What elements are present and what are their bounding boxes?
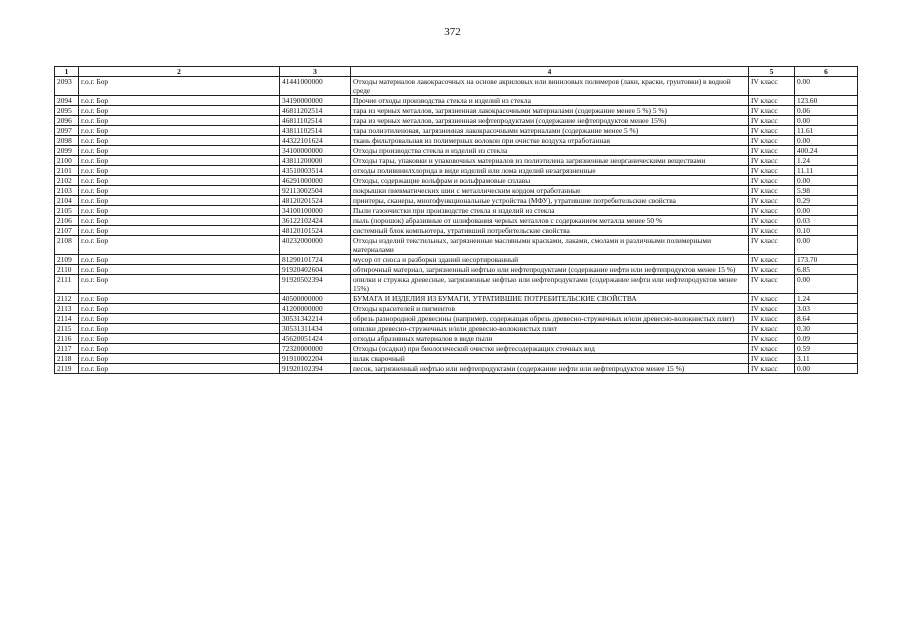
cell-amount: 0.30 — [795, 324, 858, 334]
table-row — [55, 334, 858, 344]
cell-waste-code: 30531311434 — [280, 324, 351, 334]
cell-municipality: г.о.г. Бор — [79, 255, 280, 265]
cell-row-number: 2102 — [55, 176, 79, 186]
cell-waste-description: ткань фильтровальная из полимерных волокон при очистке воздуха отработанная — [351, 136, 749, 146]
cell-waste-code: 91910002204 — [280, 354, 351, 364]
cell-row-number: 2106 — [55, 216, 79, 226]
cell-hazard-class: IV класс — [749, 354, 795, 364]
cell-municipality: г.о.г. Бор — [79, 116, 280, 126]
column-header-3: 3 — [280, 67, 351, 77]
cell-municipality: г.о.г. Бор — [79, 314, 280, 324]
cell-hazard-class: IV класс — [749, 166, 795, 176]
cell-waste-description: тара из черных металлов, загрязненная нефтепродуктами (содержание нефтепродуктов менее 15%) — [351, 116, 749, 126]
cell-row-number: 2112 — [55, 294, 79, 304]
cell-waste-description: Отходы производства стекла и изделий из стекла — [351, 146, 749, 156]
table-row — [55, 206, 858, 216]
cell-row-number: 2095 — [55, 106, 79, 116]
cell-hazard-class: IV класс — [749, 344, 795, 354]
cell-waste-description: отходы поливинилхлорида в виде изделий или лома изделий незагрязненные — [351, 166, 749, 176]
cell-waste-code: 48120101524 — [280, 226, 351, 236]
cell-hazard-class: IV класс — [749, 206, 795, 216]
cell-waste-description: обтирочный материал, загрязненный нефтью или нефтепродуктами (содержание нефти или нефтепродуктов менее 15 %) — [351, 265, 749, 275]
cell-waste-code: 46291000000 — [280, 176, 351, 186]
cell-hazard-class: IV класс — [749, 136, 795, 146]
cell-municipality: г.о.г. Бор — [79, 364, 280, 374]
cell-municipality: г.о.г. Бор — [79, 77, 280, 96]
cell-row-number: 2114 — [55, 314, 79, 324]
cell-amount: 11.61 — [795, 126, 858, 136]
cell-waste-description: Отходы, содержащие вольфрам и вольфрамовые сплавы — [351, 176, 749, 186]
cell-waste-description: принтеры, сканеры, многофункциональные устройства (МФУ), утратившие потребительские свойства — [351, 196, 749, 206]
cell-row-number: 2113 — [55, 304, 79, 314]
cell-municipality: г.о.г. Бор — [79, 294, 280, 304]
column-header-2: 2 — [79, 67, 280, 77]
table-row — [55, 106, 858, 116]
table-row — [55, 77, 858, 96]
cell-amount: 400.24 — [795, 146, 858, 156]
cell-waste-description: Отходы тары, упаковки и упаковочных материалов из полиэтилена загрязненные неорганическими веществами — [351, 156, 749, 166]
cell-row-number: 2100 — [55, 156, 79, 166]
table-row — [55, 186, 858, 196]
cell-waste-code: 46811102514 — [280, 116, 351, 126]
cell-waste-description: тара полиэтиленовая, загрязненная лакокрасочными материалами (содержание менее 5 %) — [351, 126, 749, 136]
cell-municipality: г.о.г. Бор — [79, 176, 280, 186]
cell-hazard-class: IV класс — [749, 216, 795, 226]
cell-waste-description: Отходы (осадки) при биологической очистке нефтесодержащих сточных вод — [351, 344, 749, 354]
cell-row-number: 2094 — [55, 96, 79, 106]
cell-municipality: г.о.г. Бор — [79, 226, 280, 236]
table-row — [55, 354, 858, 364]
cell-amount: 11.11 — [795, 166, 858, 176]
column-header-6: 6 — [795, 67, 858, 77]
table-row — [55, 364, 858, 374]
cell-amount: 0.09 — [795, 334, 858, 344]
cell-waste-description: Отходы материалов лакокрасочных на основе акриловых или виниловых полимеров (лаки, краски, грунтовки) в водной среде — [351, 77, 749, 96]
cell-amount: 0.00 — [795, 364, 858, 374]
cell-municipality: г.о.г. Бор — [79, 96, 280, 106]
cell-municipality: г.о.г. Бор — [79, 216, 280, 226]
cell-waste-description: пыль (порошок) абразивные от шлифования черных металлов с содержанием металла менее 50 % — [351, 216, 749, 226]
cell-hazard-class: IV класс — [749, 294, 795, 304]
cell-municipality: г.о.г. Бор — [79, 196, 280, 206]
table-row — [55, 116, 858, 126]
cell-amount: 123.60 — [795, 96, 858, 106]
table-row — [55, 96, 858, 106]
cell-waste-description: покрышки пневматических шин с металлическим кордом отработанные — [351, 186, 749, 196]
cell-waste-code: 91920102394 — [280, 364, 351, 374]
cell-row-number: 2110 — [55, 265, 79, 275]
cell-hazard-class: IV класс — [749, 96, 795, 106]
table-row — [55, 146, 858, 156]
cell-amount: 0.00 — [795, 176, 858, 186]
cell-hazard-class: IV класс — [749, 265, 795, 275]
cell-waste-code: 41441000000 — [280, 77, 351, 96]
cell-waste-code: 34190000000 — [280, 96, 351, 106]
cell-hazard-class: IV класс — [749, 226, 795, 236]
cell-row-number: 2096 — [55, 116, 79, 126]
cell-row-number: 2118 — [55, 354, 79, 364]
cell-waste-description: опилки древесно-стружечных и/или древесно-волокнистых плит — [351, 324, 749, 334]
cell-amount: 1.24 — [795, 294, 858, 304]
cell-hazard-class: IV класс — [749, 156, 795, 166]
cell-row-number: 2093 — [55, 77, 79, 96]
cell-waste-description: мусор от сноса и разборки зданий несортированный — [351, 255, 749, 265]
cell-municipality: г.о.г. Бор — [79, 186, 280, 196]
cell-row-number: 2109 — [55, 255, 79, 265]
table-row — [55, 275, 858, 294]
cell-amount: 0.06 — [795, 106, 858, 116]
cell-waste-description: опилки и стружка древесные, загрязненные нефтью или нефтепродуктами (содержание нефти или нефтепродуктов менее 15%) — [351, 275, 749, 294]
cell-municipality: г.о.г. Бор — [79, 126, 280, 136]
cell-hazard-class: IV класс — [749, 314, 795, 324]
cell-municipality: г.о.г. Бор — [79, 304, 280, 314]
table-row — [55, 236, 858, 255]
table-row — [55, 176, 858, 186]
cell-row-number: 2119 — [55, 364, 79, 374]
cell-municipality: г.о.г. Бор — [79, 136, 280, 146]
cell-hazard-class: IV класс — [749, 126, 795, 136]
cell-hazard-class: IV класс — [749, 255, 795, 265]
column-header-4: 4 — [351, 67, 749, 77]
cell-hazard-class: IV класс — [749, 77, 795, 96]
cell-waste-description: Отходы изделий текстильных, загрязненные масляными красками, лаками, смолами и различными полимерными материалами — [351, 236, 749, 255]
cell-amount: 0.00 — [795, 206, 858, 216]
waste-register-table — [54, 66, 858, 374]
cell-row-number: 2116 — [55, 334, 79, 344]
table-row — [55, 255, 858, 265]
table-row — [55, 166, 858, 176]
cell-row-number: 2111 — [55, 275, 79, 294]
cell-waste-description: отходы абразивных материалов в виде пыли — [351, 334, 749, 344]
cell-hazard-class: IV класс — [749, 116, 795, 126]
cell-municipality: г.о.г. Бор — [79, 156, 280, 166]
cell-municipality: г.о.г. Бор — [79, 324, 280, 334]
cell-waste-code: 81290101724 — [280, 255, 351, 265]
cell-hazard-class: IV класс — [749, 176, 795, 186]
cell-municipality: г.о.г. Бор — [79, 265, 280, 275]
cell-row-number: 2105 — [55, 206, 79, 216]
cell-waste-description: Отходы красителей и пигментов — [351, 304, 749, 314]
cell-amount: 0.29 — [795, 196, 858, 206]
cell-row-number: 2099 — [55, 146, 79, 156]
cell-waste-description: Пыли газоочистки при производстве стекла и изделий из стекла — [351, 206, 749, 216]
cell-waste-code: 92113002504 — [280, 186, 351, 196]
cell-waste-code: 91920502394 — [280, 275, 351, 294]
cell-row-number: 2101 — [55, 166, 79, 176]
cell-waste-code: 40232000000 — [280, 236, 351, 255]
cell-waste-code: 91920402604 — [280, 265, 351, 275]
cell-municipality: г.о.г. Бор — [79, 334, 280, 344]
cell-waste-code: 72320000000 — [280, 344, 351, 354]
column-header-1: 1 — [55, 67, 79, 77]
cell-amount: 0.00 — [795, 275, 858, 294]
cell-waste-description: тара из черных металлов, загрязненная лакокрасочными материалами (содержание менее 5 %) 5 %) — [351, 106, 749, 116]
cell-waste-description: обрезь разнородной древесины (например, содержащая обрезь древесно-стружечных и/или древесно-волокнистых плит) — [351, 314, 749, 324]
cell-hazard-class: IV класс — [749, 106, 795, 116]
table-row — [55, 304, 858, 314]
cell-amount: 0.00 — [795, 236, 858, 255]
cell-waste-description: системный блок компьютера, утративший потребительские свойства — [351, 226, 749, 236]
cell-waste-description: Прочие отходы производства стекла и изделий из стекла — [351, 96, 749, 106]
cell-waste-code: 41200000000 — [280, 304, 351, 314]
cell-amount: 5.98 — [795, 186, 858, 196]
cell-amount: 3.11 — [795, 354, 858, 364]
cell-hazard-class: IV класс — [749, 186, 795, 196]
table-row — [55, 196, 858, 206]
cell-waste-code: 45620051424 — [280, 334, 351, 344]
cell-amount: 0.03 — [795, 216, 858, 226]
cell-hazard-class: IV класс — [749, 324, 795, 334]
cell-municipality: г.о.г. Бор — [79, 354, 280, 364]
cell-waste-code: 44322101624 — [280, 136, 351, 146]
cell-waste-code: 43811200000 — [280, 156, 351, 166]
page-number: 372 — [444, 26, 461, 38]
cell-amount: 8.64 — [795, 314, 858, 324]
cell-waste-code: 48120201524 — [280, 196, 351, 206]
table-row — [55, 136, 858, 146]
cell-waste-code: 43510003514 — [280, 166, 351, 176]
cell-hazard-class: IV класс — [749, 364, 795, 374]
cell-waste-code: 34100000000 — [280, 146, 351, 156]
cell-hazard-class: IV класс — [749, 304, 795, 314]
cell-waste-code: 36122102424 — [280, 216, 351, 226]
cell-row-number: 2107 — [55, 226, 79, 236]
cell-waste-code: 30531342214 — [280, 314, 351, 324]
cell-hazard-class: IV класс — [749, 275, 795, 294]
cell-row-number: 2115 — [55, 324, 79, 334]
cell-row-number: 2117 — [55, 344, 79, 354]
cell-municipality: г.о.г. Бор — [79, 236, 280, 255]
cell-amount: 0.00 — [795, 77, 858, 96]
cell-waste-code: 46811202514 — [280, 106, 351, 116]
table-row — [55, 265, 858, 275]
cell-hazard-class: IV класс — [749, 334, 795, 344]
cell-row-number: 2098 — [55, 136, 79, 146]
cell-amount: 173.70 — [795, 255, 858, 265]
cell-amount: 0.00 — [795, 136, 858, 146]
column-header-5: 5 — [749, 67, 795, 77]
table-row — [55, 156, 858, 166]
table-row — [55, 126, 858, 136]
table-row — [55, 344, 858, 354]
cell-waste-code: 40500000000 — [280, 294, 351, 304]
table-row — [55, 216, 858, 226]
cell-hazard-class: IV класс — [749, 236, 795, 255]
table-row — [55, 314, 858, 324]
cell-municipality: г.о.г. Бор — [79, 344, 280, 354]
cell-amount: 1.24 — [795, 156, 858, 166]
header-row — [55, 67, 858, 77]
cell-hazard-class: IV класс — [749, 146, 795, 156]
cell-waste-code: 43811102514 — [280, 126, 351, 136]
cell-amount: 6.85 — [795, 265, 858, 275]
cell-row-number: 2103 — [55, 186, 79, 196]
table-row — [55, 226, 858, 236]
cell-amount: 0.10 — [795, 226, 858, 236]
cell-row-number: 2108 — [55, 236, 79, 255]
cell-municipality: г.о.г. Бор — [79, 106, 280, 116]
cell-amount: 0.00 — [795, 116, 858, 126]
table-row — [55, 324, 858, 334]
cell-municipality: г.о.г. Бор — [79, 275, 280, 294]
cell-municipality: г.о.г. Бор — [79, 166, 280, 176]
cell-waste-description: БУМАГА И ИЗДЕЛИЯ ИЗ БУМАГИ, УТРАТИВШИЕ ПОТРЕБИТЕЛЬСКИЕ СВОЙСТВА — [351, 294, 749, 304]
cell-municipality: г.о.г. Бор — [79, 146, 280, 156]
cell-row-number: 2097 — [55, 126, 79, 136]
cell-row-number: 2104 — [55, 196, 79, 206]
cell-amount: 3.03 — [795, 304, 858, 314]
cell-waste-description: шлак сварочный — [351, 354, 749, 364]
cell-waste-code: 34100100000 — [280, 206, 351, 216]
table-row — [55, 294, 858, 304]
cell-amount: 0.59 — [795, 344, 858, 354]
cell-waste-description: песок, загрязненный нефтью или нефтепродуктами (содержание нефти или нефтепродуктов менее 15 %) — [351, 364, 749, 374]
cell-municipality: г.о.г. Бор — [79, 206, 280, 216]
cell-hazard-class: IV класс — [749, 196, 795, 206]
